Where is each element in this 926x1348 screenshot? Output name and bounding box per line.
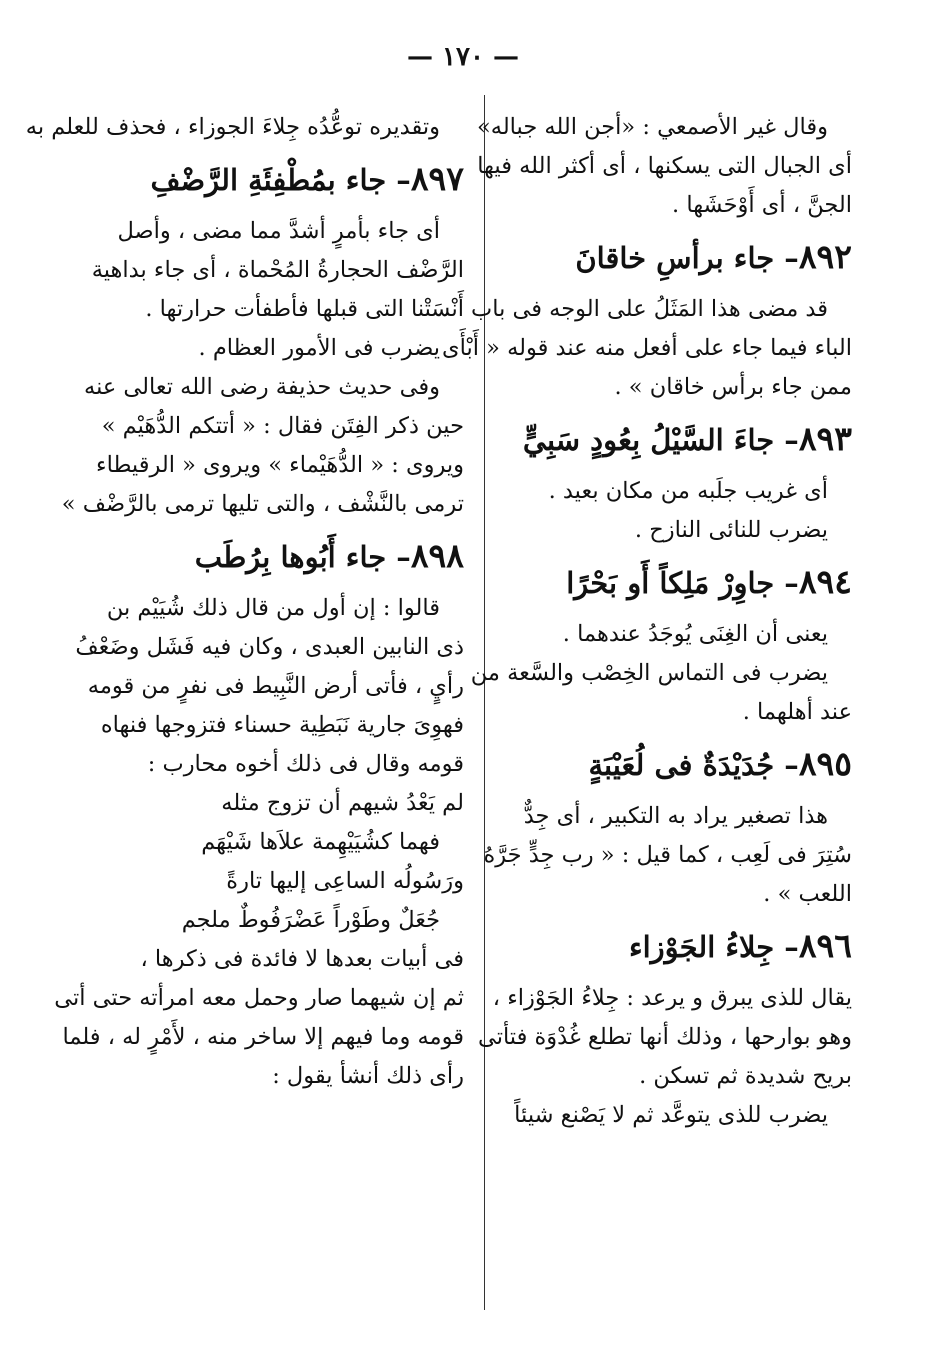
text-line: وقال غير الأصمعي : «أجن الله جباله» — [476, 114, 828, 140]
text-line: أى جاء بأمرٍ أشدَّ مما مضى ، وأصل — [117, 218, 440, 244]
proverb-title: – جاء بمُطْفِئَةِ الرَّضْفِ — [150, 163, 411, 197]
proverb-number: ٨٩٤ — [798, 562, 852, 601]
text-line: قالوا : إن أول من قال ذلك شُيَيْم بن — [106, 595, 440, 621]
proverb-heading — [500, 552, 852, 613]
text-line: رأى ذلك أنشأ يقول : — [272, 1063, 464, 1089]
proverb-title: – جُدَيْدَةٌ فى لُعَيْبَةٍ — [588, 748, 799, 782]
text-line: يضرب للذى يتوعَّد ثم لا يَصْنع شيئاً — [514, 1102, 828, 1128]
proverb-title: – جاءَ السَّيْلُ بِعُودٍ سَبِيٍّ — [522, 423, 799, 457]
text-line: حين ذكر الفِتَن فقال : « أتتكم الدُّهَيْم » — [101, 413, 464, 439]
text-line: وتقديره توعُّدُه جِلاءَ الجوزاء ، فحذف للعلم به — [25, 114, 440, 140]
text-line: يضرب للنائى النازح . — [634, 517, 828, 543]
right-column — [442, 108, 852, 1135]
text-line: الجنَّ ، أى أَوْحَشَها . — [672, 192, 852, 218]
proverb-heading — [500, 409, 852, 470]
text-line: اللعب » . — [763, 881, 852, 907]
proverb-number: ٨٩٦ — [798, 926, 852, 965]
left-column — [25, 108, 464, 1096]
proverb-number: ٨٩٨ — [410, 536, 464, 575]
text-line: قد مضى هذا المَثَلُ على الوجه فى باب — [471, 296, 828, 322]
proverb-title: – جاوِرْ مَلِكاً أَو بَحْرًا — [566, 566, 799, 600]
text-line: ممن جاء برأس خاقان » . — [614, 374, 852, 400]
verse-line: فهما كشُيَيْهِمة علاَها شَيْهَم — [201, 829, 440, 855]
proverb-heading — [92, 526, 464, 587]
page-number: — ١٧٠ — — [406, 42, 520, 72]
proverb-number: ٨٩٢ — [798, 237, 852, 276]
text-line: ثم إن شيهما صار وحمل معه امرأته حتى أتى — [54, 985, 464, 1011]
text-line: ترمى بالنَّشْف ، والتى تليها ترمى بالرَّضْف » — [61, 491, 464, 517]
text-line: يعنى أن الغِنَى يُوجَدُ عندهما . — [562, 621, 828, 647]
proverb-number: ٨٩٣ — [798, 419, 852, 458]
verse-line: جُعَلٌ وطَوْراً عَضْرَفُوطٌ ملجم — [181, 907, 440, 933]
proverb-title: – جِلاءُ الجَوْزاء — [628, 930, 799, 964]
text-line: فهوِىَ جارية نَبَطِية حسناء فتزوجها فنهاه — [100, 712, 464, 738]
text-line: عند أهلهما . — [742, 699, 852, 725]
proverb-heading — [500, 916, 852, 977]
text-line: بريح شديدة ثم تسكن . — [639, 1063, 852, 1089]
text-line: يضرب فى التماس الخِصْب والسَّعة من — [470, 660, 828, 686]
text-line: سُتِرَ فى لَعِب ، كما قيل : « رب جِدٍّ جَرَّهُ — [483, 842, 852, 868]
text-line: ويروى : « الدُّهَيْماء » ويروى « الرقيطاء — [96, 452, 464, 478]
verse-line: ورَسُولُه الساعِى إليها تارةً — [226, 868, 464, 894]
proverb-title: – جاء برأسِ خاقانَ — [575, 241, 799, 275]
proverb-title: – جاء أَبُوها بِرُطَب — [194, 540, 411, 574]
proverb-heading — [500, 734, 852, 795]
verse-line: لم يَعْدُ شيهم أن تزوج مثله — [221, 790, 464, 816]
text-line: وهو بوارحها ، وذلك أنها تطلع غُدْوَة فتأتى — [477, 1024, 852, 1050]
text-line: يقال للذى يبرق و يرعد : جِلاءُ الجَوْزاء ، — [492, 985, 852, 1011]
text-line: وفى حديث حذيفة رضى الله تعالى عنه — [84, 374, 440, 400]
text-line: قومه وقال فى ذلك أخوه محارب : — [147, 751, 464, 777]
proverb-heading — [500, 227, 852, 288]
text-line: هذا تصغير يراد به التكبير ، أى جِدٌّ — [523, 803, 828, 829]
proverb-number: ٨٩٥ — [798, 744, 852, 783]
text-line: الرَّضْف الحجارةُ المُحْماة ، أى جاء بداهية — [91, 257, 464, 283]
text-line: فى أبيات بعدها لا فائدة فى ذكرها ، — [140, 946, 464, 972]
column-divider — [484, 95, 485, 1310]
text-line: أى غريب جلَبه من مكان بعيد . — [548, 478, 828, 504]
text-line: ذى النابين العبدى ، وكان فيه فَشَل وضَعْفُ — [75, 634, 464, 660]
text-line: الباء فيما جاء على أفعل منه عند قوله « أَبْأَى — [442, 335, 852, 361]
proverb-number: ٨٩٧ — [410, 159, 464, 198]
text-line: رأيٍ ، فأتى أرض النَّبِيط فى نفرٍ من قومه — [87, 673, 464, 699]
proverb-heading — [92, 149, 464, 210]
text-line: يضرب فى الأمور العظام . — [198, 335, 440, 361]
text-line: أَنْسَتْنا التى قبلها فأطفأت حرارتها . — [145, 296, 464, 322]
text-line: أى الجبال التى يسكنها ، أى أكثر الله فيها — [477, 153, 852, 179]
text-line: قومه وما فيهم إلا ساخر منه ، لأَمْرٍ له ، فلما — [62, 1024, 464, 1050]
